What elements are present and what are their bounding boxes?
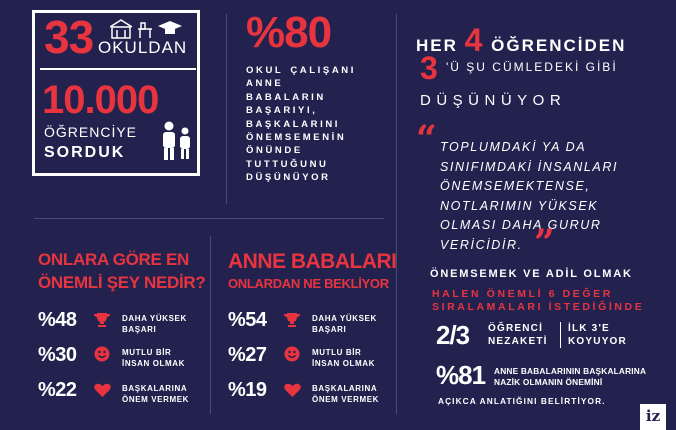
staff-line: ÖNÜNDE bbox=[246, 145, 303, 157]
smiley-icon bbox=[94, 346, 110, 362]
percent81-text bbox=[494, 366, 646, 388]
heading-line: ÖNEMLİ ŞEY NEDİR? bbox=[38, 273, 206, 292]
staff-line: ANNE BABALARIN bbox=[246, 78, 326, 103]
schools-label: OKULDAN bbox=[98, 38, 188, 57]
caring-fair-title: ÖNEMSEMEK VE ADİL OLMAK bbox=[430, 268, 633, 280]
percent81-value: %81 bbox=[436, 360, 486, 390]
quote-line: OLMASI DAHA GURUR bbox=[440, 218, 602, 232]
divider bbox=[210, 236, 211, 414]
stat-label-line: BAŞARI bbox=[122, 325, 157, 334]
subtitle-line: HALEN ÖNEMLİ 6 DEĞER bbox=[432, 288, 613, 300]
stat-value: %54 bbox=[228, 309, 267, 331]
asked-label: SORDUK bbox=[44, 144, 126, 161]
stat-label bbox=[312, 313, 377, 335]
desk-icon bbox=[138, 23, 152, 38]
stat-label-line: İNSAN OLMAK bbox=[122, 359, 186, 368]
stat-value: %48 bbox=[38, 309, 77, 331]
stat-label bbox=[312, 383, 379, 405]
stat-value: %22 bbox=[38, 379, 77, 401]
trophy-icon bbox=[94, 312, 110, 328]
staff-line: BAŞKALARINI bbox=[246, 118, 341, 130]
fraction-value: 2/3 bbox=[436, 320, 470, 350]
quote-line: TOPLUMDAKİ YA DA bbox=[440, 140, 587, 154]
open-quote-icon: “ bbox=[416, 118, 437, 160]
percent81-last-line: AÇIKCA ANLATIĞINI BELİRTİYOR. bbox=[438, 396, 606, 406]
students-heading bbox=[38, 248, 205, 294]
quote-line: SINIFIMDAKİ İNSANLARI bbox=[440, 159, 619, 174]
school-icons bbox=[110, 18, 190, 40]
caring-fair-subtitle bbox=[432, 288, 644, 314]
divider bbox=[40, 68, 196, 70]
fraction-line: İLK 3'E bbox=[568, 323, 610, 334]
quote-heading bbox=[416, 22, 626, 59]
schools-number: 33 bbox=[44, 11, 94, 63]
three-number: 3 bbox=[420, 50, 438, 86]
quote-text bbox=[440, 138, 618, 255]
four-number: 4 bbox=[464, 22, 485, 58]
fraction-line: NEZAKETİ bbox=[488, 336, 548, 347]
close-quote-icon: ” bbox=[534, 222, 555, 264]
staff-line: TUTTUĞUNU bbox=[246, 158, 329, 170]
divider bbox=[34, 218, 384, 219]
iz-logo: iz bbox=[640, 404, 666, 430]
heading-line: ONLARA GÖRE EN bbox=[38, 250, 190, 269]
staff-text bbox=[246, 64, 356, 185]
stat-label-line: MUTLU BİR bbox=[122, 348, 172, 357]
fraction-left-text bbox=[488, 322, 548, 348]
divider bbox=[396, 14, 397, 414]
quote-line: NOTLARIMIN YÜKSEK bbox=[440, 198, 599, 213]
quote-line: VERİCİDİR. bbox=[440, 237, 523, 252]
stat-value: %19 bbox=[228, 379, 267, 401]
p81-line: NAZİK OLMANIN ÖNEMİNİ bbox=[494, 377, 603, 387]
staff-line: DÜŞÜNÜYOR bbox=[246, 172, 331, 184]
parents-heading: ANNE BABALARI bbox=[228, 250, 397, 273]
staff-line: ÖNEMSEMENİN bbox=[246, 132, 347, 144]
staff-line: OKUL ÇALIŞANI bbox=[246, 65, 356, 76]
stat-label-line: BAŞKALARINA bbox=[312, 384, 378, 393]
trophy-icon bbox=[284, 312, 300, 328]
heart-icon bbox=[94, 383, 111, 398]
students-icon bbox=[156, 120, 196, 162]
thinks-label: DÜŞÜNÜYOR bbox=[420, 92, 567, 109]
divider bbox=[560, 322, 561, 348]
smiley-icon bbox=[284, 346, 300, 362]
fraction-line: ÖĞRENCİ bbox=[488, 323, 544, 334]
her-label: HER bbox=[416, 36, 458, 55]
heart-icon bbox=[284, 383, 301, 398]
ogrenciden-label: ÖĞRENCİDEN bbox=[491, 36, 627, 55]
stat-label-line: DAHA YÜKSEK bbox=[122, 314, 187, 323]
school-building-icon bbox=[110, 20, 132, 38]
parents-subheading: ONLARDAN NE BEKLİYOR bbox=[228, 276, 389, 291]
staff-percent: %80 bbox=[246, 8, 332, 57]
stat-label-line: İNSAN OLMAK bbox=[312, 359, 376, 368]
graduation-cap-icon bbox=[158, 21, 182, 34]
stat-label-line: MUTLU BİR bbox=[312, 348, 362, 357]
sentence-label: 'Ü ŞU CÜMLEDEKİ GİBİ bbox=[446, 60, 618, 74]
fraction-line: KOYUYOR bbox=[568, 336, 627, 347]
stat-label bbox=[122, 347, 185, 369]
stat-label-line: DAHA YÜKSEK bbox=[312, 314, 377, 323]
stat-label bbox=[122, 313, 187, 335]
stat-label bbox=[122, 383, 189, 405]
quote-line: ÖNEMSEMEKTENSE, bbox=[440, 179, 591, 193]
p81-line: ANNE BABALARININ BAŞKALARINA bbox=[494, 366, 647, 376]
stat-label-line: BAŞARI bbox=[312, 325, 347, 334]
stat-value: %27 bbox=[228, 344, 267, 366]
staff-line: BAŞARIYI, bbox=[246, 105, 318, 117]
stat-label-line: ÖNEM VERMEK bbox=[122, 395, 190, 404]
stat-label-line: BAŞKALARINA bbox=[122, 384, 188, 393]
stat-label-line: ÖNEM VERMEK bbox=[312, 395, 380, 404]
subtitle-line: SIRALAMALARI İSTEDİĞİNDE bbox=[432, 301, 645, 313]
divider bbox=[226, 14, 227, 204]
students-label: ÖĞRENCİYE bbox=[44, 124, 138, 140]
fraction-right-text bbox=[568, 322, 627, 348]
stat-value: %30 bbox=[38, 344, 77, 366]
students-number: 10.000 bbox=[42, 78, 159, 122]
stat-label bbox=[312, 347, 375, 369]
